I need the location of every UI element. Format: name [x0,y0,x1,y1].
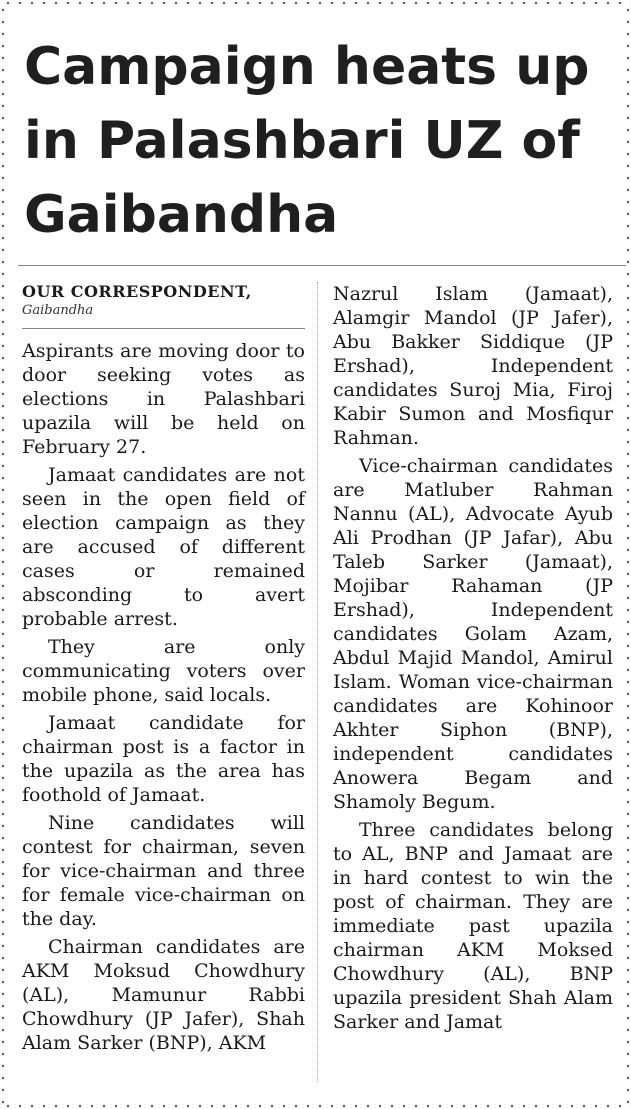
paragraph: Jamaat candidate for chairman post is a factor in the upazila as the area has foothold of Jamaat. [22,712,305,806]
headline: Campaign heats up in Palashbari UZ of Gaibandha [24,37,590,245]
paragraph: Aspirants are moving door to door seeking votes as elections in Palashbari upazila will be held on February 27. [22,340,305,458]
headline-divider [18,265,626,266]
paragraph: Jamaat candidates are not seen in the open field of election campaign as they are accused of different cases or remained absconding to avert probable arrest. [22,464,305,630]
byline-divider [22,328,305,329]
dotted-border-left [0,0,6,1109]
paragraph: Nine candidates will contest for chairman, seven for vice-chairman and three for female vice-chairman on the day. [22,812,305,930]
paragraph: They are only communicating voters over mobile phone, said locals. [22,636,305,706]
paragraph: Chairman candidates are AKM Moksud Chowdhury (AL), Mamunur Rabbi Chowdhury (JP Jafer), Shah Alam Sarker (BNP), AKM [22,936,305,1054]
dotted-border-top [0,0,631,6]
dotted-border-bottom [0,1103,631,1109]
dateline: Gaibandha [22,303,94,318]
article-column-left [22,282,305,1059]
dotted-border-right [625,0,631,1109]
article-column-right [333,282,613,1038]
paragraph: Three candidates belong to AL, BNP and Jamaat are in hard contest to win the post of chairman. They are immediate past upazila chairman AKM Moksed Chowdhury (AL), BNP upazila president Shah Alam Sarker and Jamat [333,819,613,1033]
paragraph: Vice-chairman candidates are Matluber Rahman Nannu (AL), Advocate Ayub Ali Prodhan (JP Jafar), Abu Taleb Sarker (Jamaat), Mojibar Rahaman (JP Ershad), Independent candidates Golam Azam, Abdul Majid Mandol, Amirul Islam. Woman vice-chairman candidates are Kohinoor Akhter Siphon (BNP), independent candidates Anowera Begam and Shamoly Begum. [333,455,613,813]
byline: OUR CORRESPONDENT, [22,282,252,301]
column-divider [317,282,318,1082]
paragraph: Nazrul Islam (Jamaat), Alamgir Mandol (JP Jafer), Abu Bakker Siddique (JP Ershad), Independent candidates Suroj Mia, Firoj Kabir Sumon and Mosfiqur Rahman. [333,283,613,449]
